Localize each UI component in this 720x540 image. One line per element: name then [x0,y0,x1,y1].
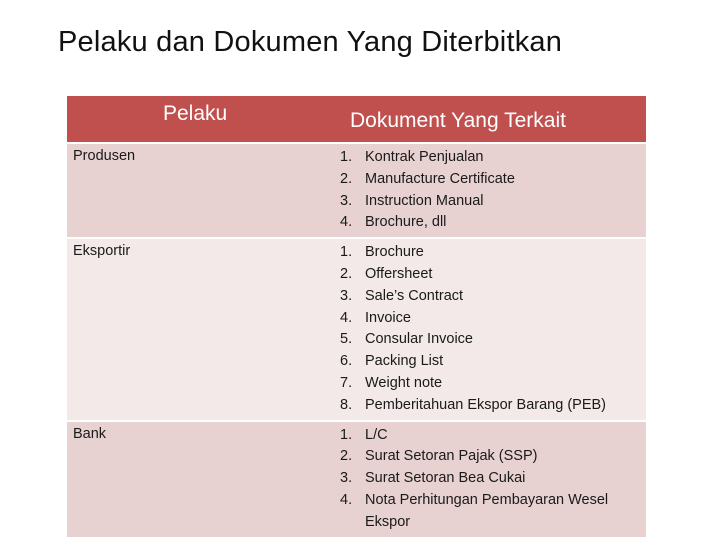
documents-table [67,96,646,537]
list-item [340,147,646,169]
document-list [332,239,646,419]
list-item [340,490,646,534]
table-row-eksportir [67,238,646,420]
item-number: 3. [340,470,353,487]
list-item [340,446,646,468]
item-number: 6. [340,353,353,370]
item-text: Offersheet [365,265,433,282]
item-text: Manufacture Certificate [365,170,515,187]
item-text: Brochure, dll [365,214,447,231]
actor-cell: Produsen [67,143,332,238]
list-item [340,169,646,191]
list-item [340,191,646,213]
item-text: Surat Setoran Bea Cukai [365,470,526,487]
page-title: Pelaku dan Dokumen Yang Diterbitkan [58,26,563,58]
item-text: L/C [365,426,388,443]
documents-cell [332,238,646,420]
list-item [340,286,646,308]
item-text: Invoice [365,309,411,326]
document-list [332,422,646,537]
item-number: 1. [340,244,353,261]
item-text: Brochure [365,244,424,261]
item-number: 5. [340,331,353,348]
item-number: 2. [340,448,353,465]
item-text: Weight note [365,374,443,391]
list-item [340,308,646,330]
item-text: Sale’s Contract [365,287,464,304]
list-item [340,425,646,447]
header-pelaku: Pelaku [67,96,332,143]
item-text: Packing List [365,353,444,370]
header-dokumen: Dokument Yang Terkait [332,96,646,143]
item-number: 4. [340,491,353,508]
list-item [340,242,646,264]
list-item [340,373,646,395]
item-number: 7. [340,374,353,391]
item-text: Surat Setoran Pajak (SSP) [365,448,538,465]
item-number: 2. [340,170,353,187]
item-number: 2. [340,265,353,282]
item-number: 1. [340,426,353,443]
item-number: 3. [340,192,353,209]
list-item [340,468,646,490]
actor-cell: Eksportir [67,238,332,420]
list-item [340,351,646,373]
document-list [332,144,646,237]
actor-cell: Bank [67,421,332,537]
documents-cell [332,143,646,238]
table-row-bank [67,421,646,537]
item-text: Pemberitahuan Ekspor Barang (PEB) [365,396,606,413]
table-row-produsen [67,143,646,238]
item-text: Nota Perhitungan Pembayaran Wesel Ekspor [365,491,609,530]
documents-cell [332,421,646,537]
item-number: 3. [340,287,353,304]
item-number: 4. [340,214,353,231]
list-item [340,264,646,286]
list-item [340,212,646,234]
item-number: 8. [340,396,353,413]
item-text: Kontrak Penjualan [365,149,484,165]
item-number: 1. [340,149,353,165]
list-item [340,395,646,417]
table-header-row [67,96,646,143]
list-item [340,329,646,351]
item-text: Instruction Manual [365,192,484,209]
item-text: Consular Invoice [365,331,473,348]
item-number: 4. [340,309,353,326]
